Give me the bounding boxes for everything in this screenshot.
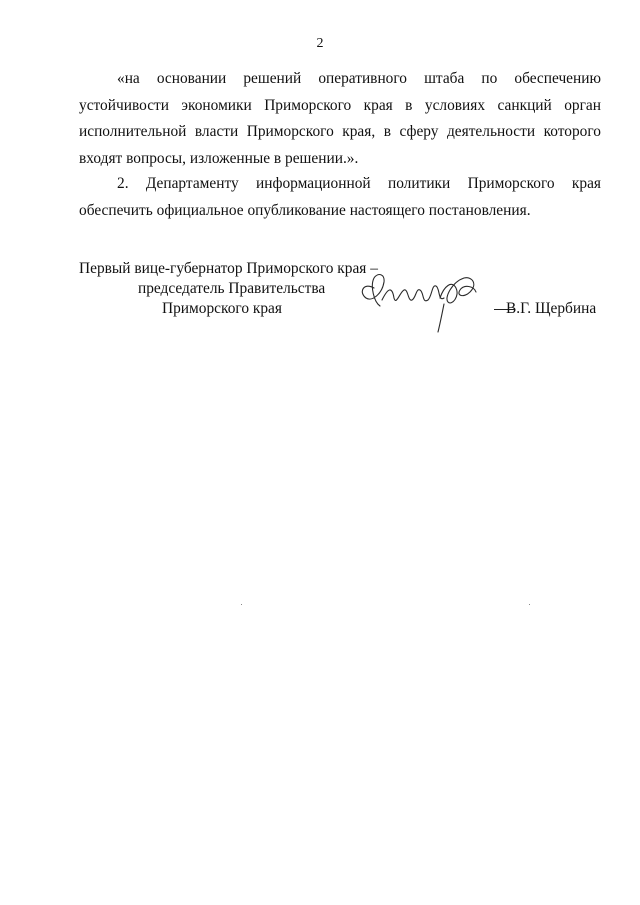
body-paragraph-1: «на основании решений оперативного штаба по обеспечению устойчивости экономики Приморского края в условиях санкций орган исполнительной власти Приморского края, в сферу деятельности которого входят вопросы, изложенные в решении.».	[79, 70, 601, 167]
scan-speck	[529, 604, 530, 605]
page-number: 2	[316, 36, 324, 51]
signer-position-line-2: председатель Правительства	[138, 280, 326, 297]
signer-position-line-3: Приморского края	[162, 300, 282, 317]
signer-position-line-1: Первый вице-губернатор Приморского края –	[79, 260, 378, 277]
scan-speck	[241, 604, 242, 605]
handwritten-signature	[352, 262, 502, 342]
signer-name: В.Г. Щербина	[506, 300, 597, 317]
body-paragraph-2: 2. Департаменту информационной политики Приморского края обеспечить официальное опубликование настоящего постановления.	[79, 175, 601, 219]
